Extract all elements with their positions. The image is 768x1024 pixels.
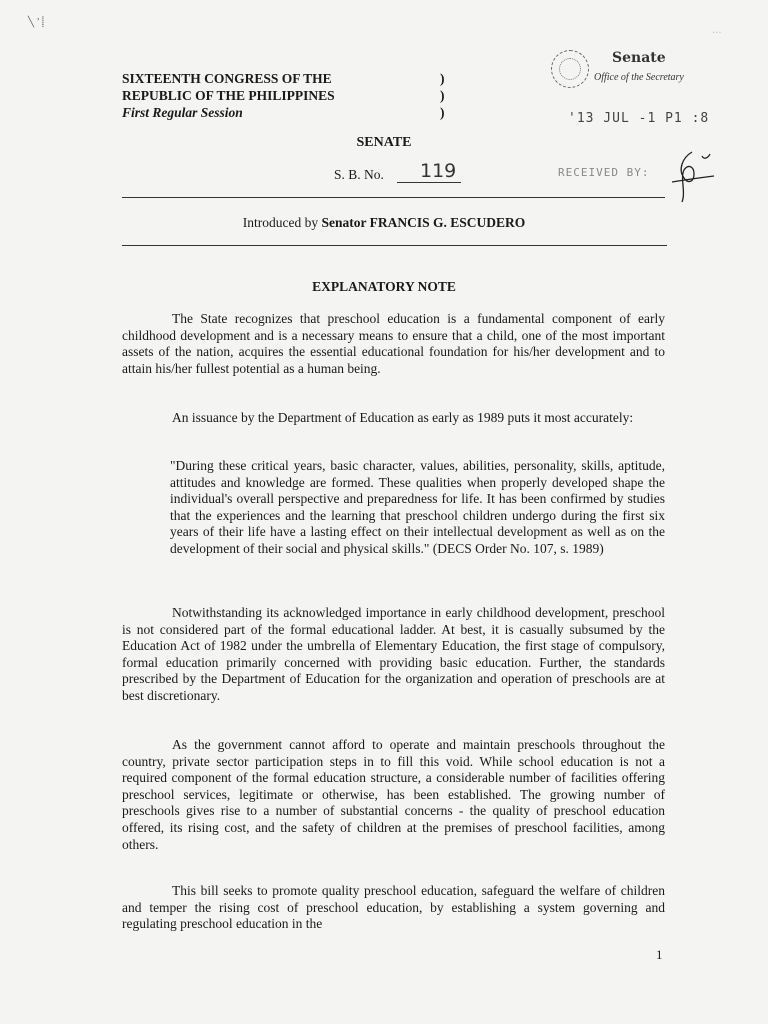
block-quote: "During these critical years, basic character, values, abilities, personality, skills, aptitude, attitudes and knowledge are formed. These qualities when properly developed shape the individual's overall perspective and preparedness for life. It has been confirmed by studies that the experiences and the learning that preschool children undergo during the first six years of their life have a lasting effect on their intellectual development as well as on the development of their social and physical skills." (DECS Order No. 107, s. 1989)	[170, 458, 665, 556]
divider	[122, 197, 665, 198]
scan-mark: ‧‧‧	[712, 28, 722, 39]
congress-line-2: REPUBLIC OF THE PHILIPPINES	[122, 88, 335, 103]
paragraph-2: An issuance by the Department of Education as early as 1989 puts it most accurately:	[172, 410, 634, 425]
sponsor-name: Senator FRANCIS G. ESCUDERO	[321, 215, 526, 230]
paragraph-5: This bill seeks to promote quality preschool education, safeguard the welfare of children and temper the rising cost of preschool education, by establishing a system governing and regulating preschool education in the	[122, 883, 665, 932]
session-label: First Regular Session	[122, 105, 243, 120]
stamp-subtitle: Office of the Secretary	[594, 72, 684, 83]
paragraph-1: The State recognizes that preschool education is a fundamental component of early childhood development and is a necessary means to ensure that a child, one of the most important assets of the nation, acquires the essential educational foundation for his/her development and to attain his/her fullest potential as a human being.	[122, 311, 665, 376]
divider	[122, 245, 667, 246]
senate-seal-icon	[551, 50, 589, 88]
bill-number-label: S. B. No.	[334, 167, 384, 182]
introduced-by	[0, 215, 768, 231]
paragraph-4: As the government cannot afford to operate and maintain preschools throughout the country, private sector participation steps in to fill this void. While school education is not a required component of the formal education structure, a considerable number of facilities offering preschool services, legitimate or otherwise, has been established. The growing number of preschools gives rise to a number of substantial concerns - the quality of preschool education offered, its rising cost, and the safety of children at the premises of preschool facilities, among others.	[122, 737, 665, 852]
signature-icon	[664, 148, 718, 206]
congress-header	[122, 70, 335, 121]
congress-line-1: SIXTEENTH CONGRESS OF THE	[122, 71, 332, 86]
header-brackets: ) ) )	[440, 71, 445, 120]
chamber-title: SENATE	[356, 135, 412, 150]
bill-number-underline	[397, 182, 461, 183]
page-number: 1	[656, 947, 663, 962]
bill-number: 119	[420, 160, 457, 182]
stamp-title: Senate	[612, 50, 666, 66]
paragraph-3: Notwithstanding its acknowledged importance in early childhood development, preschool is not considered part of the formal educational ladder. At best, it is casually subsumed by the Education Act of 1982 under the umbrella of Elementary Education, the first stage of compulsory, formal education primarily concerned with providing basic education. Further, the standards prescribed by the Department of Education for the organization and operation of preschools are at best discretionary.	[122, 605, 665, 703]
scan-mark: ╲ ’ ⸽	[28, 17, 45, 28]
introduced-by-prefix: Introduced by	[242, 215, 322, 230]
section-heading: EXPLANATORY NOTE	[312, 279, 456, 294]
stamp-date: '13 JUL -1 P1 :8	[568, 111, 710, 126]
stamp-received-by: RECEIVED BY:	[558, 166, 650, 179]
